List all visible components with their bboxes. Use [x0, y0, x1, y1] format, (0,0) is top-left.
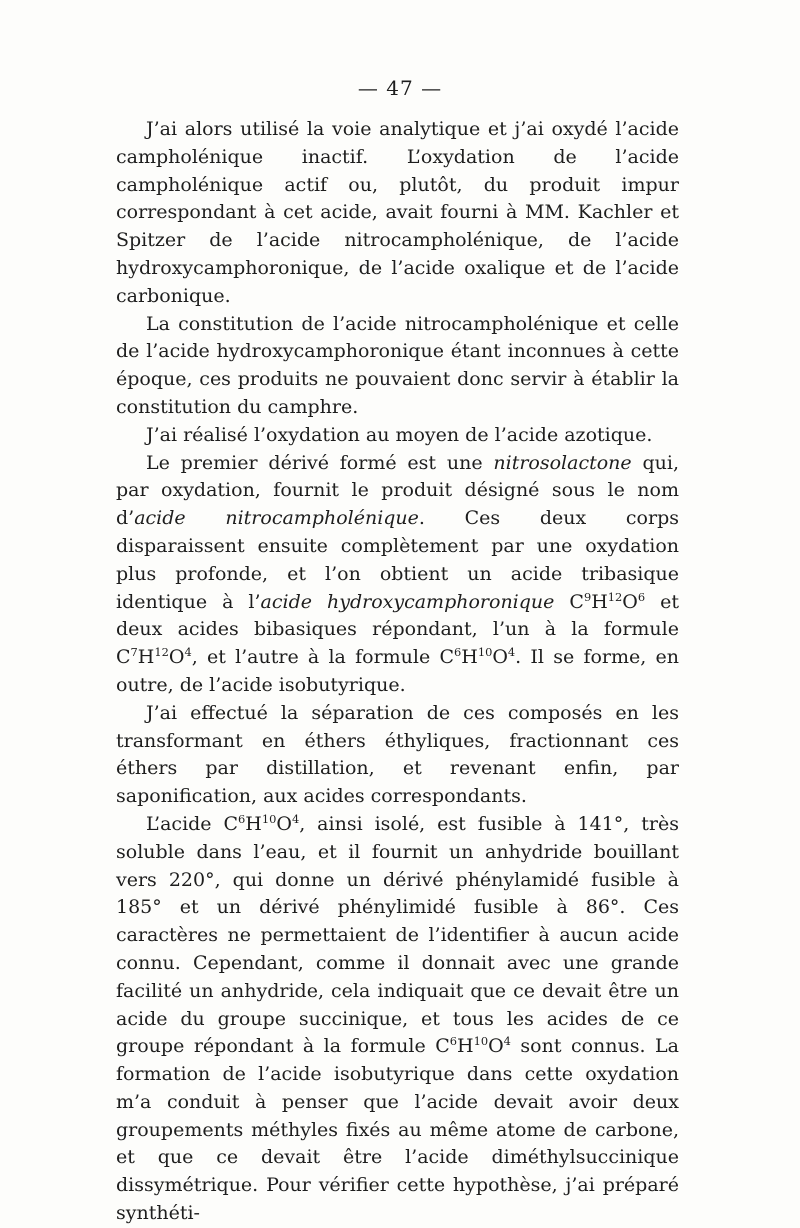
formula-index: 7 — [130, 645, 138, 660]
text-run: H — [461, 646, 478, 669]
paragraph — [116, 116, 679, 311]
text-run: J’ai alors utilisé la voie analytique et j’ai oxydé l’acide campholénique inactif. L’oxydation de l’acide campholénique actif ou, plutôt, du produit impur correspondant à cet acide, avait fourni à MM. Kachler et Spitzer de l’acide nitrocampholénique, de l’acide hydroxycamphoronique, de l’acide oxalique et de l’acide carbonique. — [116, 118, 679, 307]
formula-index: 4 — [503, 1034, 511, 1049]
text-run: L’acide C — [146, 812, 239, 835]
page-number: — 47 — — [357, 76, 443, 100]
text-run: et deux acides bibasiques répondant, l’un à la formule C — [116, 590, 679, 669]
text-run: , et l’autre à la formule C — [191, 646, 454, 669]
text-run: . Il se forme, en outre, de l’acide isobutyrique. — [116, 646, 679, 696]
text-run: H — [137, 646, 155, 669]
formula-index: 6 — [454, 645, 462, 660]
formula-index: 9 — [583, 589, 592, 604]
formula-index: 4 — [291, 812, 300, 827]
formula-index: 6 — [449, 1034, 457, 1049]
paragraph — [116, 700, 679, 811]
formula-index: 12 — [154, 645, 169, 660]
paragraph — [116, 422, 679, 450]
formula-index: 4 — [507, 645, 516, 660]
text-run: O — [276, 812, 292, 835]
text-run: O — [168, 646, 185, 669]
text-run: sont connus. La formation de l’acide isobutyrique dans cette oxydation m’a conduit à penser que l’acide devait avoir deux groupements méthyles fixés au même atome de carbone, et que ce devait être l’acide diméthylsuccinique dissymétrique. Pour vérifier cette hypothèse, j’ai préparé synthéti- — [116, 1035, 679, 1225]
italic-term: acide hydroxycamphoronique — [260, 590, 555, 613]
formula-index: 4 — [184, 645, 192, 660]
text-run: O — [492, 646, 508, 669]
paragraph — [116, 311, 679, 422]
italic-term: nitrosolactone — [493, 451, 632, 474]
text-run: La constitution de l’acide nitrocampholénique et celle de l’acide hydroxycamphoronique étant inconnues à cette époque, ces produits ne pouvaient donc servir à établir la constitution du camphre. — [116, 312, 679, 418]
formula-index: 12 — [607, 589, 623, 604]
text-run: C — [554, 590, 584, 613]
text-run: J’ai réalisé l’oxydation au moyen de l’acide azotique. — [146, 423, 653, 446]
text-run: . Ces deux corps disparaissent ensuite complètement par une oxydation plus profonde, et l’on obtient un acide tribasique identique à l’ — [116, 507, 679, 613]
text-run: H — [591, 590, 608, 613]
text-run: , ainsi isolé, est fusible à 141°, très soluble dans l’eau, et il fournit un anhydride bouillant vers 220°, qui donne un dérivé phénylamidé fusible à 185° et un dérivé phénylimidé fusible à 86°. Ces caractères ne permettaient de l’identifier à aucun acide connu. Cependant, comme il donnait avec une grande facilité un anhydride, cela indiquait que ce devait être un acide du groupe succinique, et tous les acides de ce groupe répondant à la formule C — [116, 812, 679, 1058]
text-run: H — [457, 1035, 474, 1058]
text-run: H — [245, 812, 262, 835]
text-run: O — [488, 1035, 504, 1058]
paragraph — [116, 450, 679, 700]
text-run: qui, par oxydation, fournit le produit désigné sous le nom d’ — [116, 451, 679, 530]
formula-index: 10 — [473, 1034, 489, 1049]
formula-index: 6 — [238, 812, 246, 827]
formula-index: 10 — [261, 812, 277, 827]
italic-term: acide nitrocampholénique — [134, 507, 419, 530]
paragraph — [116, 811, 679, 1228]
text-run: Le premier dérivé formé est une — [146, 451, 494, 474]
text-run: J’ai effectué la séparation de ces composés en les transformant en éthers éthyliques, fractionnant ces éthers par distillation, et revenant enfin, par saponification, aux acides correspondants. — [116, 701, 679, 808]
formula-index: 10 — [477, 645, 493, 660]
body-text — [116, 116, 679, 1228]
formula-index: 6 — [637, 589, 646, 604]
text-run: O — [622, 590, 638, 613]
